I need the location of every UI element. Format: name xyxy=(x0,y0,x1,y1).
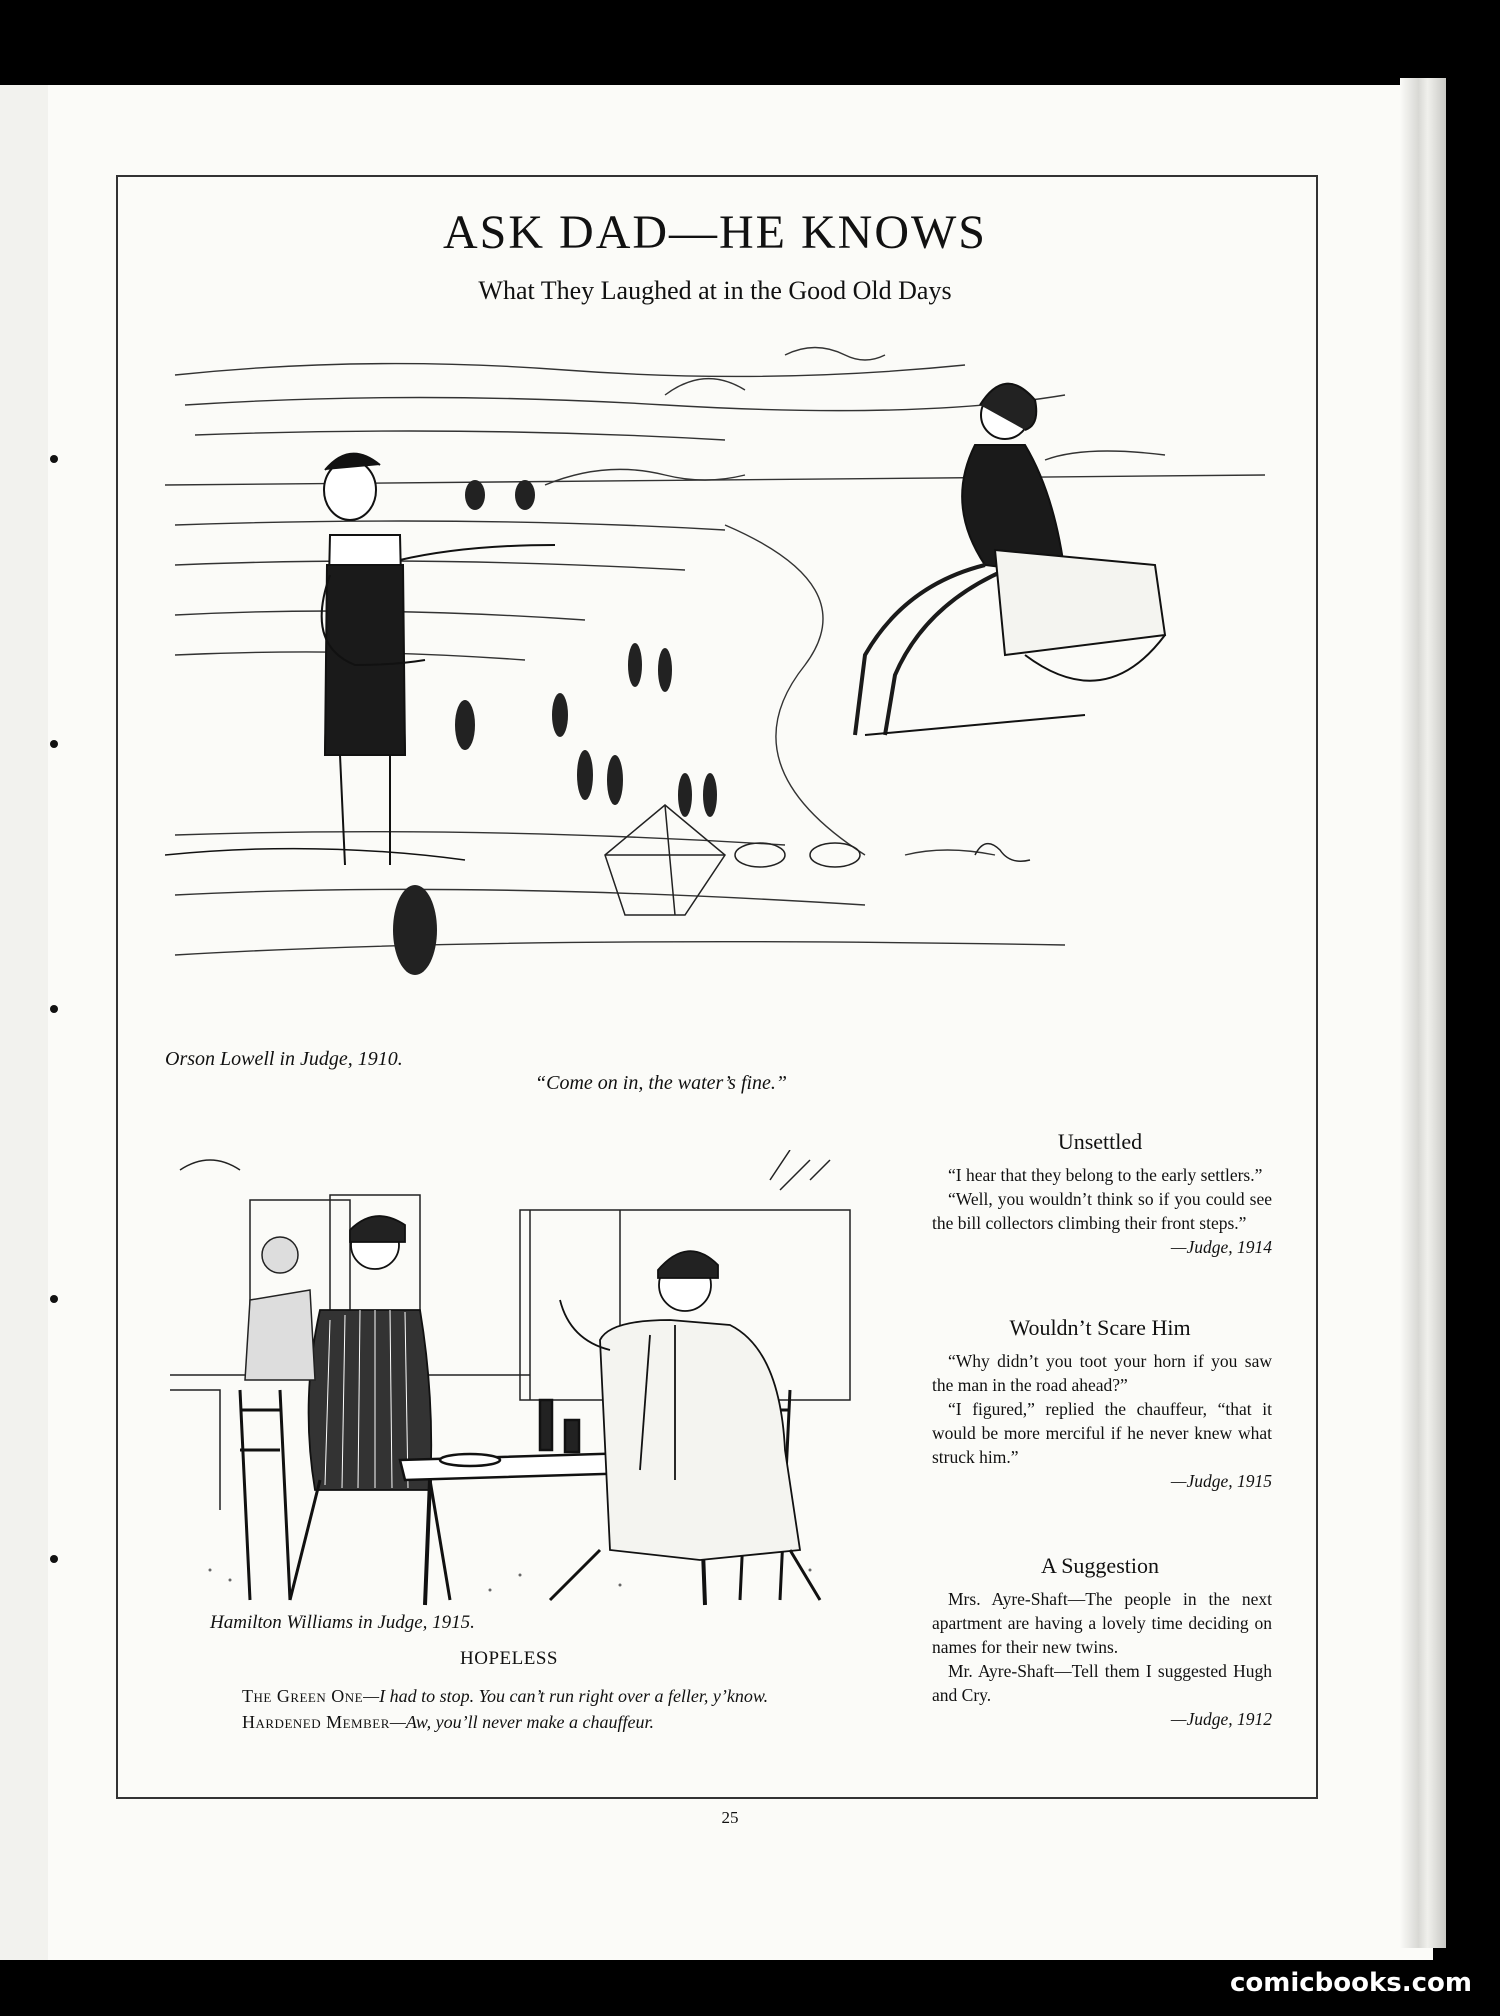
dialog-line xyxy=(210,1709,870,1735)
joke-body xyxy=(932,1349,1272,1493)
facing-page-edge xyxy=(0,85,53,1960)
joke-source: —Judge, 1915 xyxy=(1170,1471,1272,1491)
joke-body xyxy=(932,1163,1272,1259)
dialog-speaker: The Green One xyxy=(242,1686,364,1706)
binding-stitch xyxy=(50,455,58,463)
dialog-speaker: Hardened Member xyxy=(242,1712,390,1732)
dialog-text: —Aw, you’ll never make a chauffeur. xyxy=(389,1712,655,1732)
restaurant-cartoon-illustration xyxy=(170,1150,870,1610)
site-watermark: comicbooks.com xyxy=(1229,1968,1472,1998)
joke-line: Mr. Ayre-Shaft—Tell them I suggested Hugh and Cry. xyxy=(932,1661,1272,1705)
binding-stitch xyxy=(50,1005,58,1013)
page-title: ASK DAD—HE KNOWS xyxy=(443,206,987,259)
joke-line: “I figured,” replied the chauffeur, “that it would be more merciful if he never knew what struck him.” xyxy=(932,1399,1272,1467)
joke-body xyxy=(932,1587,1272,1731)
cartoon-title: HOPELESS xyxy=(460,1648,558,1669)
binding-stitch xyxy=(50,1555,58,1563)
page-stack-edge xyxy=(1400,78,1446,1948)
page-number: 25 xyxy=(721,1808,739,1827)
joke-line: “Well, you wouldn’t think so if you could see the bill collectors climbing their front steps.” xyxy=(932,1189,1272,1233)
beach-cartoon-credit: Orson Lowell in Judge, 1910. xyxy=(165,1048,403,1070)
joke-title: Wouldn’t Scare Him xyxy=(1009,1315,1191,1340)
beach-cartoon-quote: “Come on in, the water’s fine.” xyxy=(535,1072,788,1094)
joke-line: “I hear that they belong to the early settlers.” xyxy=(948,1165,1263,1185)
joke-line: Mrs. Ayre-Shaft—The people in the next apartment are having a lovely time deciding on names for their new twins. xyxy=(932,1589,1272,1657)
beach-cartoon-illustration xyxy=(165,335,1265,1035)
binding-stitch xyxy=(50,1295,58,1303)
page-subtitle: What They Laughed at in the Good Old Days xyxy=(478,276,952,305)
restaurant-cartoon-credit: Hamilton Williams in Judge, 1915. xyxy=(210,1612,475,1633)
dialog-text: —I had to stop. You can’t run right over a feller, y’know. xyxy=(363,1686,769,1706)
joke-line: “Why didn’t you toot your horn if you saw the man in the road ahead?” xyxy=(932,1351,1272,1395)
binding-stitch xyxy=(50,740,58,748)
cartoon-dialog xyxy=(210,1683,870,1735)
joke-source: —Judge, 1914 xyxy=(1170,1237,1272,1257)
joke-source: —Judge, 1912 xyxy=(1170,1709,1272,1729)
dialog-line xyxy=(210,1683,870,1709)
joke-title: A Suggestion xyxy=(1041,1553,1159,1578)
joke-title: Unsettled xyxy=(1057,1129,1143,1154)
